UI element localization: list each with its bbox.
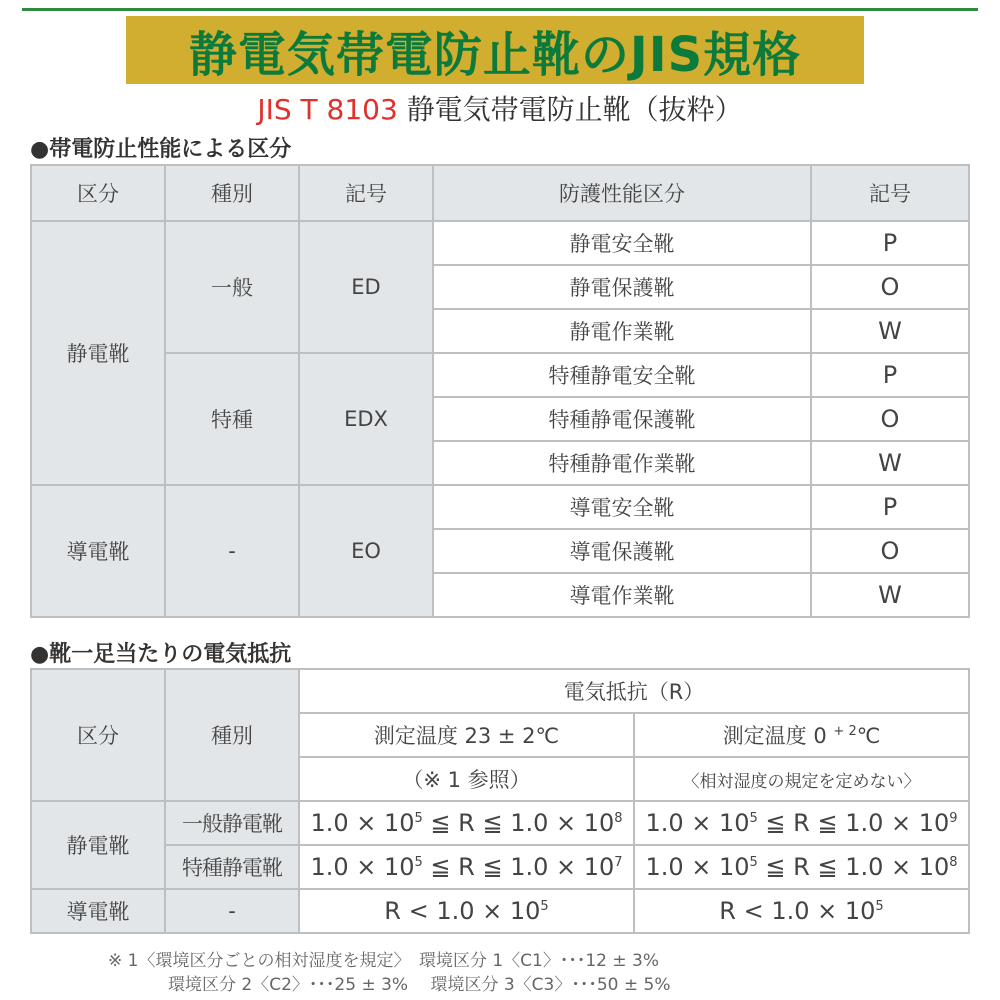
type-cell: 一般: [165, 221, 299, 353]
mark-cell: O: [811, 529, 969, 573]
category-cell: 静電靴: [31, 801, 165, 889]
top-rule: [22, 8, 978, 11]
type-cell: 一般静電靴: [165, 801, 299, 845]
exponent: 5: [749, 855, 758, 870]
code-cell: EDX: [299, 353, 433, 485]
value-part: 1.0 × 10: [645, 853, 750, 881]
protection-cell: 導電安全靴: [433, 485, 811, 529]
resistance-0-cell: [634, 845, 969, 889]
header-type: 種別: [165, 165, 299, 221]
protection-cell: 特種静電作業靴: [433, 441, 811, 485]
type-cell: 特種静電靴: [165, 845, 299, 889]
exponent: 7: [614, 855, 623, 870]
header-resistance: 電気抵抗（R）: [299, 669, 969, 713]
section2-heading: ●靴一足当たりの電気抵抗: [30, 642, 292, 667]
resistance-23-cell: [299, 889, 634, 933]
header-category: 区分: [31, 669, 165, 801]
resistance-0-cell: [634, 889, 969, 933]
value-part: R < 1.0 × 10: [719, 897, 876, 925]
protection-cell: 導電保護靴: [433, 529, 811, 573]
subtitle: [0, 88, 1000, 128]
mark-cell: P: [811, 485, 969, 529]
table-row: [31, 485, 969, 529]
protection-cell: 導電作業靴: [433, 573, 811, 617]
header-temp-23: 測定温度 23 ± 2℃: [299, 713, 634, 757]
mark-cell: W: [811, 573, 969, 617]
exponent: 5: [875, 899, 884, 914]
page-title-text: 静電気帯電防止靴のJIS規格: [188, 26, 802, 83]
protection-cell: 静電安全靴: [433, 221, 811, 265]
value-part: ≦ R ≦ 1.0 × 10: [757, 809, 950, 837]
footnote-line-2: 環境区分 2〈C2〉･･･25 ± 3% 環境区分 3〈C3〉･･･50 ± 5%: [168, 975, 671, 995]
mark-cell: W: [811, 441, 969, 485]
mark-cell: O: [811, 265, 969, 309]
value-part: ≦ R ≦ 1.0 × 10: [757, 853, 950, 881]
type-cell: -: [165, 485, 299, 617]
exponent: 5: [749, 811, 758, 826]
header-note-2: 〈相対湿度の規定を定めない〉: [634, 757, 969, 801]
page-title: [126, 16, 864, 84]
temp-0-base: 測定温度 0: [722, 724, 827, 748]
protection-cell: 特種静電安全靴: [433, 353, 811, 397]
mark-cell: P: [811, 221, 969, 265]
type-cell: 特種: [165, 353, 299, 485]
mark-cell: P: [811, 353, 969, 397]
table-row: [31, 221, 969, 265]
table-row: [31, 353, 969, 397]
header-protection: 防護性能区分: [433, 165, 811, 221]
table-header-row: [31, 165, 969, 221]
protection-cell: 静電保護靴: [433, 265, 811, 309]
code-cell: EO: [299, 485, 433, 617]
section1-heading: ●帯電防止性能による区分: [30, 137, 292, 162]
value-part: ≦ R ≦ 1.0 × 10: [422, 809, 615, 837]
value-part: 1.0 × 10: [310, 853, 415, 881]
exponent: 5: [414, 811, 423, 826]
table-row: [31, 845, 969, 889]
temp-0-tolerance: + 2: [833, 724, 857, 739]
mark-cell: O: [811, 397, 969, 441]
header-mark: 記号: [811, 165, 969, 221]
standard-name: 静電気帯電防止靴（抜粋）: [406, 93, 743, 126]
table-row: [31, 889, 969, 933]
category-cell: 導電靴: [31, 889, 165, 933]
value-part: 1.0 × 10: [310, 809, 415, 837]
code-cell: ED: [299, 221, 433, 353]
exponent: 8: [614, 811, 623, 826]
header-temp-0: [634, 713, 969, 757]
temp-0-unit: ℃: [856, 724, 881, 748]
table-row: [31, 801, 969, 845]
value-part: R < 1.0 × 10: [384, 897, 541, 925]
resistance-0-cell: [634, 801, 969, 845]
resistance-23-cell: [299, 845, 634, 889]
protection-cell: 静電作業靴: [433, 309, 811, 353]
type-cell: -: [165, 889, 299, 933]
classification-table: [30, 164, 970, 618]
protection-cell: 特種静電保護靴: [433, 397, 811, 441]
category-cell: 導電靴: [31, 485, 165, 617]
mark-cell: W: [811, 309, 969, 353]
resistance-table: [30, 668, 970, 934]
exponent: 5: [414, 855, 423, 870]
exponent: 8: [949, 855, 958, 870]
header-code: 記号: [299, 165, 433, 221]
header-note-1: （※ 1 参照）: [299, 757, 634, 801]
table-header-row: [31, 669, 969, 713]
value-part: 1.0 × 10: [645, 809, 750, 837]
header-type: 種別: [165, 669, 299, 801]
footnote-line-1: ※ 1〈環境区分ごとの相対湿度を規定〉 環境区分 1〈C1〉･･･12 ± 3%: [108, 951, 660, 971]
exponent: 5: [540, 899, 549, 914]
exponent: 9: [949, 811, 958, 826]
standard-code: JIS T 8103: [257, 93, 398, 126]
resistance-23-cell: [299, 801, 634, 845]
header-category: 区分: [31, 165, 165, 221]
value-part: ≦ R ≦ 1.0 × 10: [422, 853, 615, 881]
category-cell: 静電靴: [31, 221, 165, 485]
